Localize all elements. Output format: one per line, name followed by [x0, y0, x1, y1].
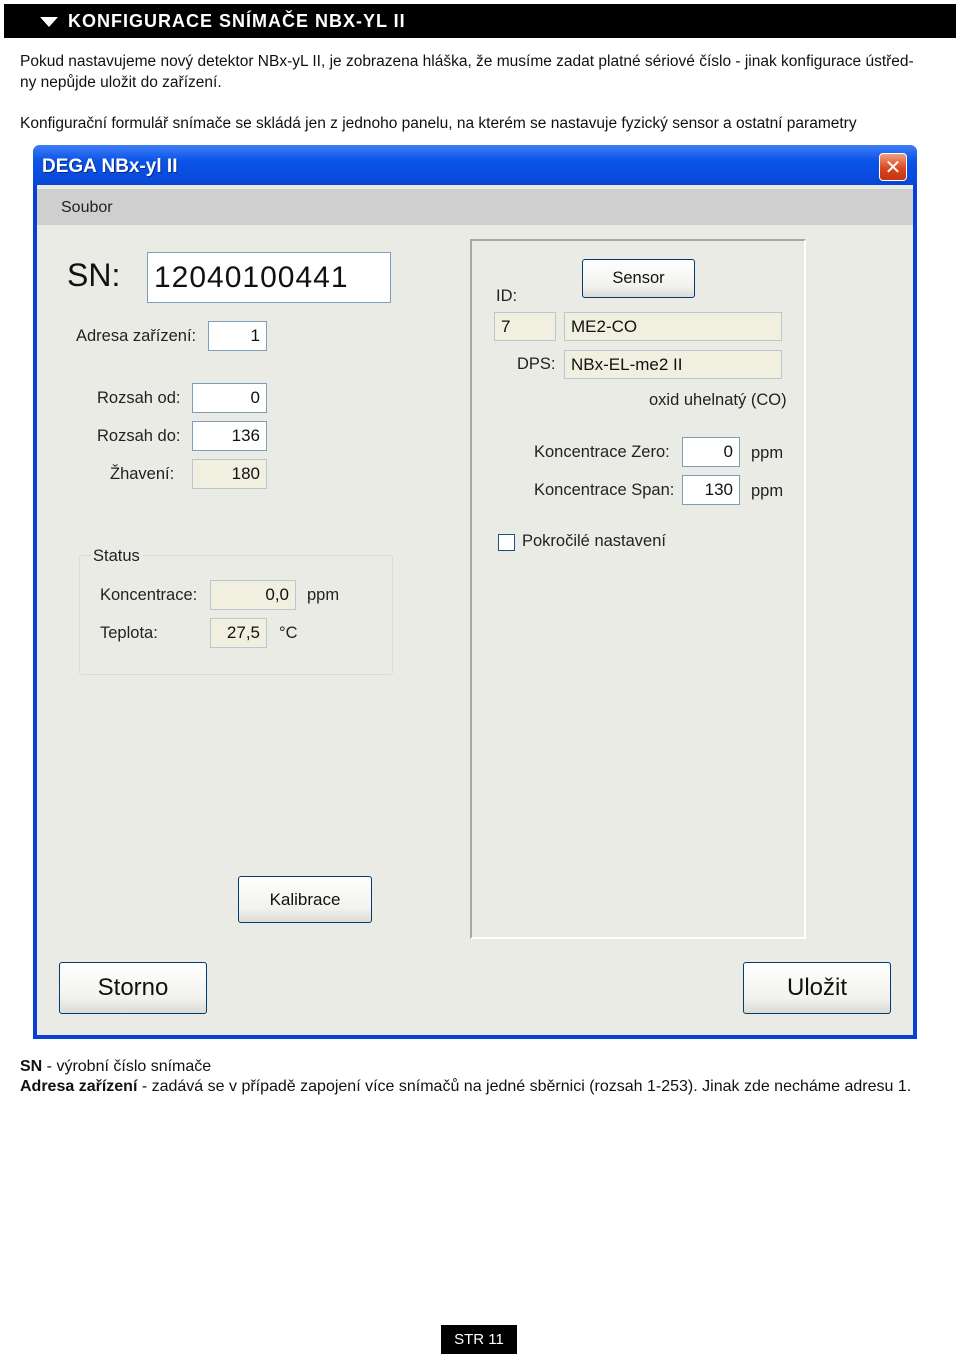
triangle-down-icon — [40, 17, 58, 27]
note-sn-term: SN — [20, 1058, 43, 1075]
heating-value: 180 — [192, 459, 267, 489]
id-label: ID: — [496, 287, 518, 305]
calibrate-button[interactable]: Kalibrace — [238, 876, 372, 923]
intro-paragraph — [20, 51, 914, 93]
sensor-button[interactable]: Sensor — [582, 259, 695, 298]
sensor-name-value: ME2-CO — [564, 312, 782, 341]
intro-line-2: ny nepůjde uložit do zařízení. — [20, 74, 222, 91]
range-to-input[interactable]: 136 — [192, 421, 267, 451]
range-from-label: Rozsah od: — [97, 389, 181, 407]
status-title: Status — [93, 547, 140, 565]
gas-name: oxid uhelnatý (CO) — [649, 391, 787, 409]
dps-label: DPS: — [517, 355, 556, 373]
form-description: Konfigurační formulář snímače se skládá jen z jednoho panelu, na kterém se nastavuje fyzický sensor a ostatní parametry — [20, 115, 857, 132]
note-sn — [20, 1057, 911, 1077]
temperature-unit: °C — [279, 624, 298, 642]
note-address-term: Adresa zařízení — [20, 1078, 138, 1095]
sensor-panel — [470, 239, 806, 939]
save-button[interactable]: Uložit — [743, 962, 891, 1014]
address-input[interactable]: 1 — [208, 321, 267, 351]
range-from-input[interactable]: 0 — [192, 383, 267, 413]
close-icon: ✕ — [884, 157, 902, 179]
sn-label: SN: — [67, 257, 121, 293]
range-to-label: Rozsah do: — [97, 427, 181, 445]
intro-line-1: Pokud nastavujeme nový detektor NBx-yL II, je zobrazena hláška, že musíme zadat platné sériové číslo - jinak konfigurace ústřed- — [20, 53, 914, 70]
section-header — [4, 4, 956, 38]
concentration-value: 0,0 — [210, 580, 296, 610]
advanced-settings-label: Pokročilé nastavení — [522, 532, 666, 550]
window-title: DEGA NBx-yl II — [42, 156, 178, 177]
temperature-label: Teplota: — [100, 624, 158, 642]
address-label: Adresa zařízení: — [76, 327, 197, 345]
dps-value: NBx-EL-me2 II — [564, 350, 782, 379]
id-value: 7 — [494, 312, 556, 341]
note-address — [20, 1077, 911, 1097]
field-notes — [20, 1057, 911, 1097]
heating-label: Žhavení: — [110, 465, 175, 483]
menu-bar — [37, 189, 913, 225]
close-button[interactable] — [879, 153, 907, 181]
menu-item-file[interactable]: Soubor — [61, 199, 113, 216]
concentration-label: Koncentrace: — [100, 586, 198, 604]
sn-input[interactable]: 12040100441 — [147, 252, 391, 303]
temperature-value: 27,5 — [210, 618, 267, 648]
note-sn-desc: - výrobní číslo snímače — [42, 1058, 212, 1075]
span-unit: ppm — [751, 482, 784, 500]
zero-unit: ppm — [751, 444, 784, 462]
advanced-settings-checkbox[interactable] — [498, 534, 515, 551]
span-input[interactable]: 130 — [682, 475, 740, 505]
status-group — [79, 555, 393, 675]
app-window — [33, 145, 917, 1039]
page-number: STR 11 — [441, 1325, 517, 1354]
cancel-button[interactable]: Storno — [59, 962, 207, 1014]
concentration-unit: ppm — [307, 586, 340, 604]
span-label: Koncentrace Span: — [534, 481, 675, 499]
note-address-desc: - zadává se v případě zapojení více snímačů na jedné sběrnici (rozsah 1-253). Jinak zde necháme adresu 1. — [137, 1078, 912, 1095]
zero-input[interactable]: 0 — [682, 437, 740, 467]
zero-label: Koncentrace Zero: — [534, 443, 670, 461]
section-title: KONFIGURACE SNÍMAČE NBX-YL II — [68, 11, 406, 31]
title-bar[interactable] — [33, 145, 917, 185]
